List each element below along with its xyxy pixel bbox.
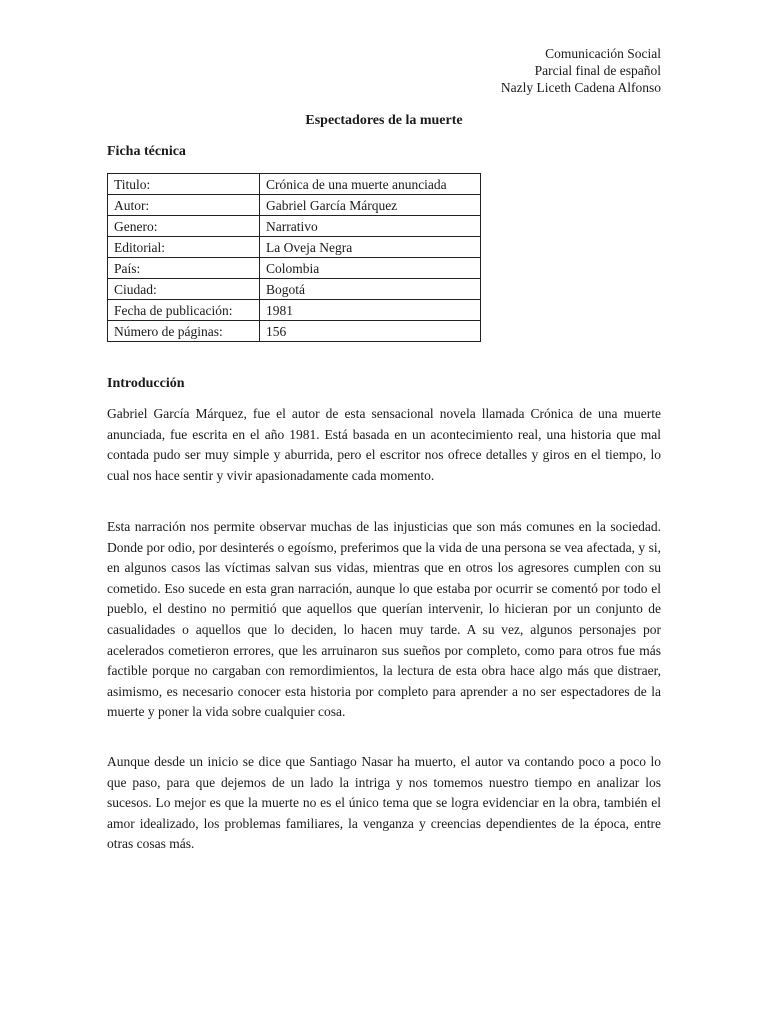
intro-paragraph-2: Esta narración nos permite observar muchas de las injusticias que son más comunes en la sociedad. Donde por odio, por desinterés o egoísmo, preferimos que la vida de una persona se vea afectada, y si, en algunos casos las víctimas salvan sus vidas, mientras que en otros los agresores cumplen con su cometido. Eso sucede en esta gran narración, aunque lo que estaba por ocurrir se comentó por todo el pueblo, el destino no permitió que aquellos que querían intervenir, lo hicieran por un conjunto de casualidades o aquellos que lo deciden, lo hacen muy tarde. A su vez, algunos personajes por acelerados cometieron errores, que les arruinaron sus sueños por completo, como para otros fue más factible porque no cargaban con remordimientos, la lectura de esta obra hace algo más que distraer, asimismo, es necesario conocer esta historia por completo para aprender a no ser espectadores de la muerte y poner la vida sobre cualquier cosa. [107,519,661,720]
table-row [108,216,481,237]
row-value: Crónica de una muerte anunciada [260,174,481,195]
row-label: Autor: [108,195,260,216]
ficha-tecnica-heading: Ficha técnica [107,144,186,159]
document-title: Espectadores de la muerte [305,113,463,128]
row-label: País: [108,258,260,279]
header-exam: Parcial final de español [534,63,661,78]
ficha-tecnica-table [107,173,481,342]
header-course: Comunicación Social [545,46,661,61]
intro-paragraph-3: Aunque desde un inicio se dice que Santiago Nasar ha muerto, el autor va contando poco a poco lo que paso, para que dejemos de un lado la intriga y nos tomemos nuestro tiempo en analizar los sucesos. Lo mejor es que la muerte no es el único tema que se logra evidenciar en la obra, también el amor idealizado, los problemas familiares, la venganza y creencias dependientes de la época, entre otras cosas más. [107,754,661,852]
row-label: Ciudad: [108,279,260,300]
table-row [108,237,481,258]
row-value: Gabriel García Márquez [260,195,481,216]
row-label: Editorial: [108,237,260,258]
row-value: Colombia [260,258,481,279]
table-row [108,258,481,279]
author-header [501,45,661,96]
table-row [108,279,481,300]
table-row [108,174,481,195]
row-value: Narrativo [260,216,481,237]
introduccion-heading: Introducción [107,376,185,391]
table-row [108,195,481,216]
row-label: Genero: [108,216,260,237]
row-label: Número de páginas: [108,321,260,342]
row-value: La Oveja Negra [260,237,481,258]
row-value: 1981 [260,300,481,321]
row-value: 156 [260,321,481,342]
header-author: Nazly Liceth Cadena Alfonso [500,80,661,95]
row-value: Bogotá [260,279,481,300]
intro-paragraph-1: Gabriel García Márquez, fue el autor de esta sensacional novela llamada Crónica de una muerte anunciada, fue escrita en el año 1981. Está basada en un acontecimiento real, una historia que mal contada pudo ser muy simple y aburrida, pero el escritor nos ofrece detalles y giros en el tiempo, lo cual nos hace sentir y vivir apasionadamente cada momento. [107,406,661,483]
row-label: Titulo: [108,174,260,195]
row-label: Fecha de publicación: [108,300,260,321]
table-row [108,321,481,342]
table-row [108,300,481,321]
